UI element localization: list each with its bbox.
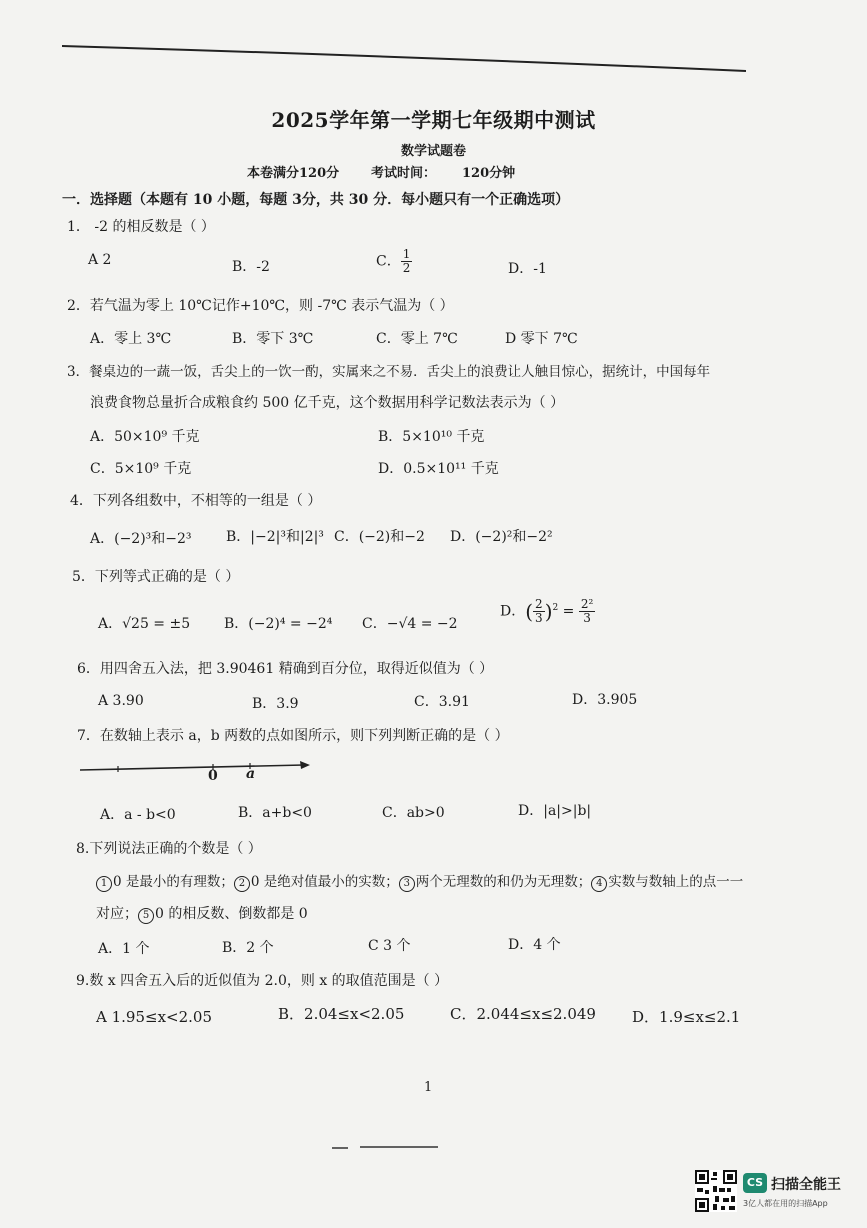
q6-option-b: B．3.9 [252, 696, 299, 712]
q5-option-b: B．(−2)⁴ = −2⁴ [224, 616, 333, 632]
q3-stem-line1: 3．餐桌边的一蔬一饭，舌尖上的一饮一酌，实属来之不易．舌尖上的浪费让人触目惊心，据统计，中国每年 [67, 364, 711, 380]
bottom-scan-mark [330, 1142, 440, 1152]
q5-d-lhs-num: 2 [535, 597, 543, 611]
q7-a-label: a [246, 766, 256, 782]
q1-option-c-prefix: C． [376, 253, 401, 270]
q8-statements-line2 [96, 903, 308, 924]
q8-option-d: D．4 个 [508, 937, 561, 953]
q2-option-c: C．零上 7℃ [376, 331, 458, 347]
q5-d-lhs-den: 3 [535, 611, 543, 625]
q5-option-a: A．√25 = ±5 [98, 616, 191, 632]
q8-stem: 8.下列说法正确的个数是（ ） [76, 841, 262, 857]
q7-option-b: B．a+b<0 [238, 805, 312, 821]
q7-zero-label: 0 [208, 768, 218, 784]
camscanner-tagline: 3亿人都在用的扫描App [743, 1199, 828, 1208]
q9-option-a: A 1.95≤x<2.05 [96, 1008, 212, 1026]
camscanner-logo: CS [743, 1173, 767, 1193]
q9-option-b: B．2.04≤x<2.05 [278, 1005, 405, 1023]
q3-option-b: B．5×10¹⁰ 千克 [378, 429, 485, 445]
q8-option-b: B．2 个 [222, 940, 274, 956]
qr-code-icon [695, 1170, 737, 1212]
q1-option-b: B．-2 [232, 259, 270, 275]
camscanner-brand: 扫描全能王 [771, 1177, 841, 1193]
q5-d-rhs-num: 2² [580, 597, 594, 611]
q8-statement-1: 0 是最小的有理数； [113, 874, 234, 890]
full-score: 本卷满分120分 [247, 166, 340, 181]
q3-stem-line2: 浪费食物总量折合成粮食约 500 亿千克，这个数据用科学记数法表示为（ ） [90, 395, 565, 411]
q8-marker-4: 4 [591, 876, 607, 892]
q2-option-d: D 零下 7℃ [505, 331, 578, 347]
q8-option-a: A．1 个 [98, 941, 150, 957]
q1-frac-den: 2 [402, 261, 411, 275]
q2-stem: 2．若气温为零上 10℃记作+10℃，则 -7℃ 表示气温为（ ） [67, 298, 454, 314]
q8-option-c: C 3 个 [368, 938, 411, 954]
q5-stem: 5．下列等式正确的是（ ） [72, 569, 240, 585]
q4-option-d: D．(−2)²和−2² [450, 529, 553, 545]
q5-d-rhs-den: 3 [583, 611, 591, 625]
q6-option-a: A 3.90 [98, 693, 144, 709]
q5-d-rhs-frac [579, 598, 595, 625]
q9-option-c: C．2.044≤x≤2.049 [450, 1005, 596, 1023]
q7-option-c: C．ab>0 [382, 805, 445, 821]
q3-option-d: D．0.5×10¹¹ 千克 [378, 461, 499, 477]
q4-option-c: C．(−2)和−2 [334, 529, 425, 545]
q4-stem: 4．下列各组数中，不相等的一组是（ ） [70, 493, 322, 509]
q5-option-d: D．( $\frac{2}{3}$ )$^2$ = $\frac{\text{2²}}{3}$ [500, 597, 594, 625]
q8-line2-text: 对应； [96, 906, 138, 922]
q2-option-b: B．零下 3℃ [232, 331, 314, 347]
q7-option-a: A．a - b<0 [100, 807, 176, 823]
time-label: 考试时间： [371, 166, 437, 181]
q2-option-a: A．零上 3℃ [90, 331, 172, 347]
q5-d-prefix: D． [500, 603, 526, 620]
q3-option-a: A．50×10⁹ 千克 [90, 429, 200, 445]
page-number: 1 [424, 1080, 433, 1095]
q5-d-lhs-frac [533, 598, 545, 625]
q1-fraction [401, 248, 413, 275]
q4-option-b: B．|−2|³和|2|³ [226, 529, 324, 545]
q7-stem: 7．在数轴上表示 a，b 两数的点如图所示，则下列判断正确的是（ ） [77, 728, 509, 744]
q8-statement-3: 两个无理数的和仍为无理数； [415, 874, 592, 890]
q9-stem: 9.数 x 四舍五入后的近似值为 2.0，则 x 的取值范围是（ ） [76, 973, 449, 989]
exam-subtitle: 数学试题卷 [400, 144, 466, 159]
q8-marker-5: 5 [138, 908, 154, 924]
q7-number-line [78, 758, 314, 782]
q1-option-c [376, 248, 412, 275]
time-value: 120分钟 [462, 166, 516, 181]
q1-frac-num: 1 [402, 247, 411, 261]
q5-option-c: C．−√4 = −2 [362, 616, 458, 632]
q1-stem: 1． -2 的相反数是（ ） [67, 219, 215, 235]
q1-option-a: A 2 [88, 252, 112, 268]
exam-title: 2025学年第一学期七年级期中测试 [271, 108, 596, 132]
q6-option-c: C．3.91 [414, 694, 470, 710]
q8-marker-2: 2 [234, 876, 250, 892]
q4-option-a: A．(−2)³和−2³ [90, 531, 192, 547]
q8-statement-4: 实数与数轴上的点一一 [608, 874, 744, 890]
section-heading: 一．选择题（本题有 10 小题，每题 3分，共 30 分．每小题只有一个正确选项） [62, 192, 570, 208]
q1-option-d: D．-1 [508, 261, 547, 277]
q8-marker-3: 3 [399, 876, 415, 892]
q8-statement-2: 0 是绝对值最小的实数； [250, 874, 399, 890]
q7-option-d: D．|a|>|b| [518, 803, 592, 819]
q9-option-d: D．1.9≤x≤2.1 [632, 1008, 741, 1026]
q6-option-d: D．3.905 [572, 692, 638, 708]
q8-statements-line1 [96, 870, 743, 892]
top-rule-line [62, 38, 746, 78]
q8-marker-1: 1 [96, 876, 112, 892]
q8-statement-5: 0 的相反数、倒数都是 0 [155, 906, 308, 922]
q3-option-c: C．5×10⁹ 千克 [90, 461, 192, 477]
q6-stem: 6．用四舍五入法，把 3.90461 精确到百分位，取得近似值为（ ） [77, 661, 494, 677]
